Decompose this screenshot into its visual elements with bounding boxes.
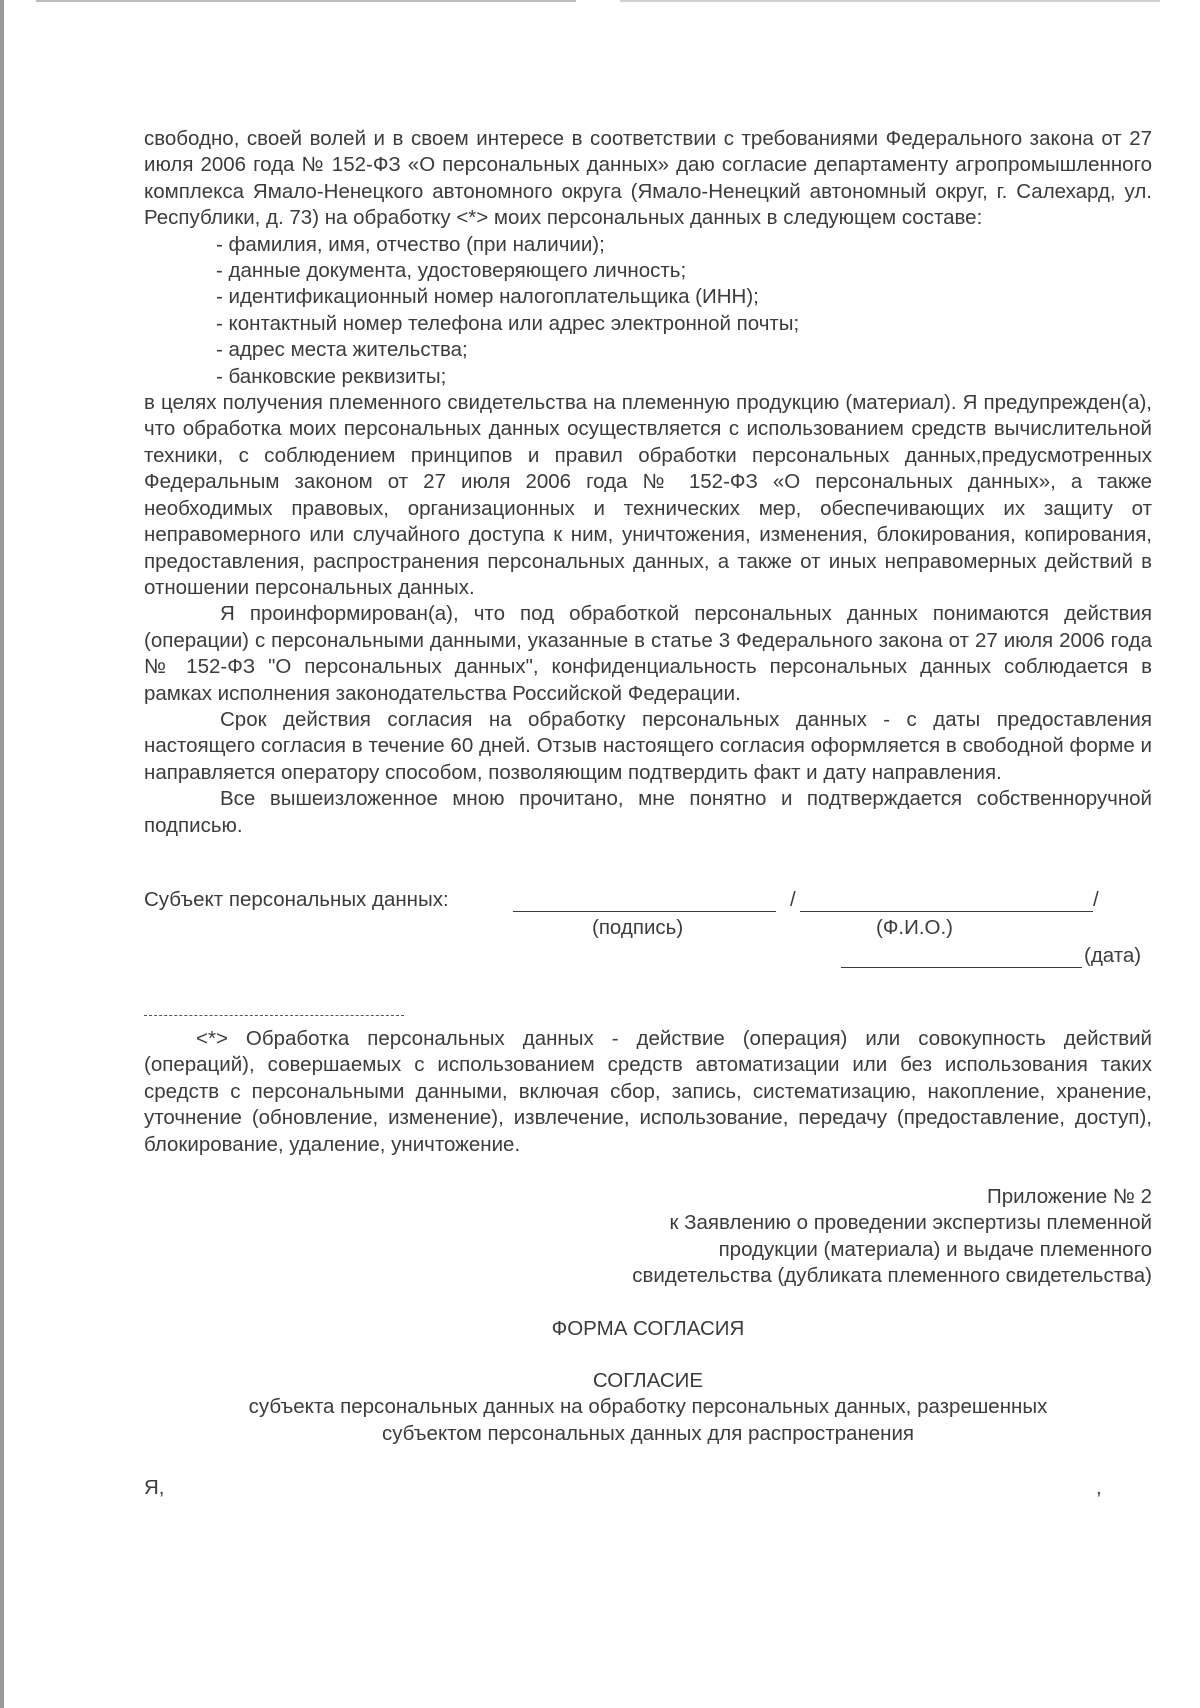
consent-title: СОГЛАСИЕ xyxy=(592,1369,704,1393)
purpose-paragraph: в целях получения племенного свидетельства на племенную продукцию (материал). Я предупрежден(а), что обработка моих персональных данных осуществляется с использованием средств вычислительной техники, с соблюдением принципов и правил обработки персональных данных,предусмотренных Федеральным законом от 27 июля 2006 года № 152-ФЗ «О персональных данных», а также необходимых правовых, организационных и технических мер, обеспечивающих их защиту от неправомерного или случайного доступа к ним, уничтожения, изменения, блокирования, копирования, предоставления, распространения персональных данных, а также от иных неправомерных действий в отношении персональных данных. xyxy=(144,391,1152,599)
top-rule-right xyxy=(620,0,1160,2)
page-left-edge xyxy=(0,0,4,1708)
signature-line[interactable] xyxy=(513,887,776,912)
list-item: - контактный номер телефона или адрес электронной почты; xyxy=(216,311,800,335)
slash-left: / xyxy=(790,887,796,911)
i-line xyxy=(144,1471,1152,1505)
signature-block xyxy=(144,887,1152,1015)
document-page xyxy=(144,126,1152,1505)
form-title: ФОРМА СОГЛАСИЯ xyxy=(551,1316,745,1340)
list-item: - идентификационный номер налогоплательщика (ИНН); xyxy=(216,285,759,309)
term-paragraph: Срок действия согласия на обработку персональных данных - с даты предоставления настоящего согласия в течение 60 дней. Отзыв настоящего согласия оформляется в свободной форме и направляется оператору способом, позволяющим подтвердить факт и дату направления. xyxy=(144,707,1152,784)
consent-subtitle-1: субъекта персональных данных на обработку персональных данных, разрешенных xyxy=(248,1395,1048,1419)
i-suffix: , xyxy=(1096,1476,1102,1500)
list-item: - фамилия, имя, отчество (при наличии); xyxy=(216,232,605,256)
list-item: - банковские реквизиты; xyxy=(216,364,447,388)
list-item: - адрес места жительства; xyxy=(216,338,468,362)
top-rule xyxy=(36,0,576,2)
appendix-line-3: свидетельства (дубликата племенного свидетельства) xyxy=(632,1264,1152,1288)
name-caption: (Ф.И.О.) xyxy=(876,915,954,939)
appendix-line-2: продукции (материала) и выдаче племенного xyxy=(718,1237,1152,1261)
i-prefix: Я, xyxy=(144,1476,165,1500)
personal-data-list xyxy=(144,232,1152,390)
list-item: - данные документа, удостоверяющего личность; xyxy=(216,259,687,283)
confirm-paragraph: Все вышеизложенное мною прочитано, мне понятно и подтверждается собственноручной подписью. xyxy=(144,787,1152,837)
appendix-line-1: к Заявлению о проведении экспертизы племенной xyxy=(669,1211,1152,1235)
signature-label: Субъект персональных данных: xyxy=(144,887,449,911)
signature-caption: (подпись) xyxy=(592,915,684,939)
intro-paragraph: свободно, своей волей и в своем интересе в соответствии с требованиями Федерального закона от 27 июля 2006 года № 152-ФЗ «О персональных данных» даю согласие департаменту агропромышленного комплекса Ямало-Ненецкого автономного округа (Ямало-Ненецкий автономный округ, г. Салехард, ул. Республики, д. 73) на обработку <*> моих персональных данных в следующем составе: xyxy=(144,127,1152,230)
informed-paragraph: Я проинформирован(а), что под обработкой персональных данных понимаются действия (операции) с персональными данными, указанные в статье 3 Федерального закона от 27 июля 2006 года № 152-ФЗ "О персональных данных", конфиденциальность персональных данных соблюдается в рамках исполнения законодательства Российской Федерации. xyxy=(144,602,1152,705)
consent-subtitle-2: субъектом персональных данных для распространения xyxy=(381,1421,915,1445)
name-line[interactable] xyxy=(800,887,1093,912)
footnote: <*> Обработка персональных данных - действие (операция) или совокупность действий (операций), совершаемых с использованием средств автоматизации или без использования таких средств с персональными данными, включая сбор, запись, систематизацию, накопление, хранение, уточнение (обновление, изменение), извлечение, использование, передачу (предоставление, доступ), блокирование, удаление, уничтожение. xyxy=(144,1026,1152,1156)
footnote-rule xyxy=(144,1015,404,1016)
slash-right: / xyxy=(1093,887,1099,911)
appendix-number: Приложение № 2 xyxy=(986,1185,1152,1208)
date-caption: (дата) xyxy=(1084,943,1142,967)
date-line[interactable] xyxy=(841,943,1082,968)
